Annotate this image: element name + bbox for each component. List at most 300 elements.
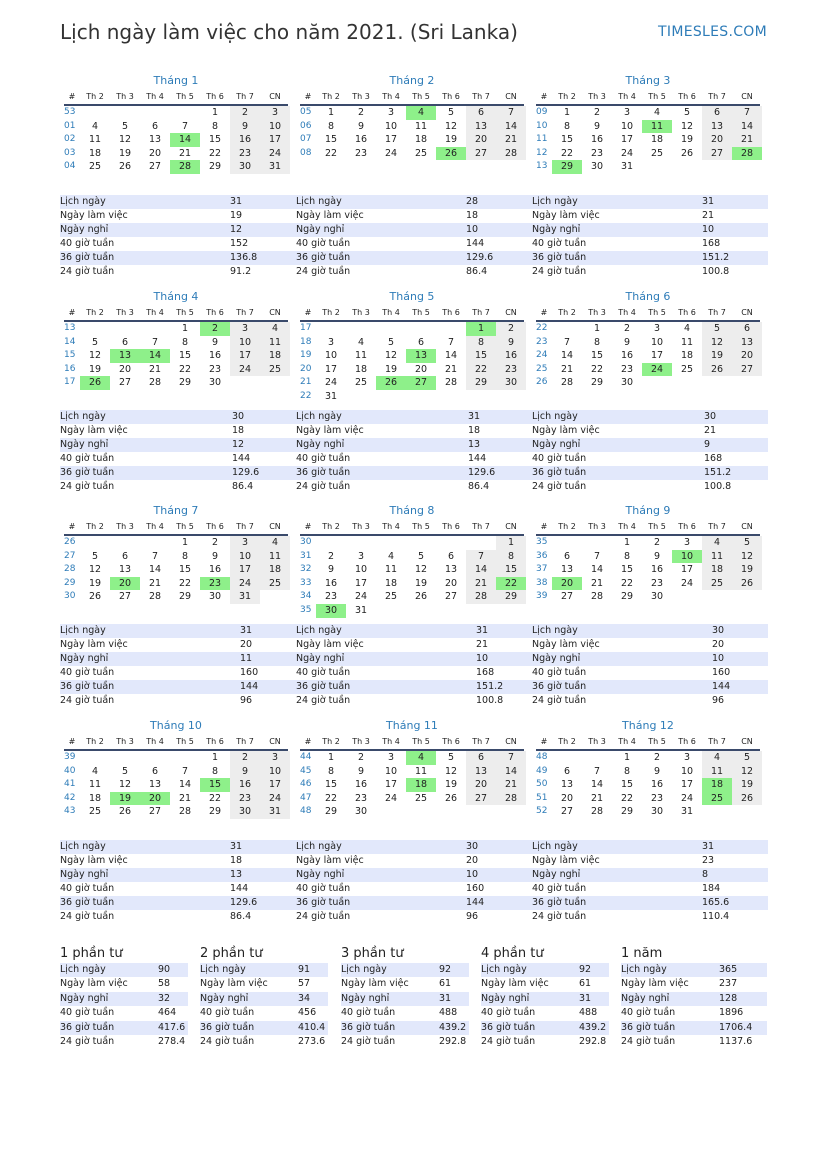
day-cell[interactable]: 19 bbox=[680, 134, 694, 146]
day-cell[interactable]: 3 bbox=[683, 537, 691, 548]
holiday-day[interactable]: 4 bbox=[406, 751, 436, 765]
day-cell[interactable]: 26 bbox=[702, 363, 732, 377]
day-cell[interactable]: 22 bbox=[620, 792, 634, 804]
day-cell[interactable]: 7 bbox=[466, 550, 496, 564]
day-cell[interactable]: 4 bbox=[91, 765, 99, 777]
day-cell[interactable]: 14 bbox=[560, 350, 574, 362]
day-cell[interactable]: 21 bbox=[732, 133, 762, 147]
day-cell[interactable]: 20 bbox=[702, 133, 732, 147]
day-cell[interactable]: 26 bbox=[118, 806, 132, 818]
day-cell[interactable]: 19 bbox=[732, 778, 762, 792]
day-cell[interactable]: 11 bbox=[702, 550, 732, 564]
day-cell[interactable]: 31 bbox=[260, 160, 290, 174]
day-cell[interactable]: 21 bbox=[178, 792, 192, 804]
day-cell[interactable]: 12 bbox=[702, 336, 732, 350]
day-cell[interactable]: 16 bbox=[650, 564, 664, 576]
day-cell[interactable]: 18 bbox=[88, 147, 102, 159]
day-cell[interactable]: 2 bbox=[653, 537, 661, 548]
holiday-day[interactable]: 30 bbox=[316, 604, 346, 618]
day-cell[interactable]: 9 bbox=[211, 336, 219, 348]
day-cell[interactable]: 18 bbox=[384, 577, 398, 589]
day-cell[interactable]: 18 bbox=[680, 350, 694, 362]
day-cell[interactable]: 11 bbox=[680, 336, 694, 348]
day-cell[interactable]: 7 bbox=[732, 106, 762, 120]
day-cell[interactable]: 1 bbox=[211, 107, 219, 118]
day-cell[interactable]: 13 bbox=[466, 765, 496, 779]
day-cell[interactable]: 10 bbox=[354, 564, 368, 576]
day-cell[interactable]: 6 bbox=[151, 120, 159, 132]
day-cell[interactable]: 3 bbox=[260, 106, 290, 120]
day-cell[interactable]: 11 bbox=[260, 550, 290, 564]
day-cell[interactable]: 2 bbox=[623, 323, 631, 334]
day-cell[interactable]: 13 bbox=[118, 564, 132, 576]
day-cell[interactable]: 19 bbox=[732, 563, 762, 577]
day-cell[interactable]: 13 bbox=[148, 134, 162, 146]
day-cell[interactable]: 5 bbox=[732, 536, 762, 550]
day-cell[interactable]: 16 bbox=[230, 778, 260, 792]
day-cell[interactable]: 3 bbox=[230, 322, 260, 336]
day-cell[interactable]: 8 bbox=[623, 765, 631, 777]
day-cell[interactable]: 6 bbox=[563, 550, 571, 562]
day-cell[interactable]: 14 bbox=[496, 120, 526, 134]
day-cell[interactable]: 26 bbox=[88, 591, 102, 603]
day-cell[interactable]: 30 bbox=[650, 591, 664, 603]
day-cell[interactable]: 3 bbox=[683, 752, 691, 763]
day-cell[interactable]: 28 bbox=[466, 590, 496, 604]
day-cell[interactable]: 14 bbox=[496, 765, 526, 779]
day-cell[interactable]: 6 bbox=[447, 550, 455, 562]
day-cell[interactable]: 16 bbox=[324, 577, 338, 589]
day-cell[interactable]: 24 bbox=[260, 147, 290, 161]
day-cell[interactable]: 20 bbox=[466, 133, 496, 147]
day-cell[interactable]: 17 bbox=[650, 350, 664, 362]
holiday-day[interactable]: 20 bbox=[110, 577, 140, 591]
day-cell[interactable]: 22 bbox=[178, 363, 192, 375]
day-cell[interactable]: 19 bbox=[384, 363, 398, 375]
holiday-day[interactable]: 14 bbox=[140, 349, 170, 363]
day-cell[interactable]: 3 bbox=[387, 752, 395, 763]
day-cell[interactable]: 20 bbox=[118, 363, 132, 375]
day-cell[interactable]: 2 bbox=[211, 537, 219, 548]
day-cell[interactable]: 3 bbox=[387, 107, 395, 118]
day-cell[interactable]: 25 bbox=[260, 363, 290, 377]
day-cell[interactable]: 27 bbox=[118, 377, 132, 389]
day-cell[interactable]: 9 bbox=[623, 336, 631, 348]
day-cell[interactable]: 12 bbox=[680, 120, 694, 132]
holiday-day[interactable]: 4 bbox=[406, 106, 436, 120]
day-cell[interactable]: 12 bbox=[118, 779, 132, 791]
day-cell[interactable]: 21 bbox=[466, 577, 496, 591]
day-cell[interactable]: 20 bbox=[560, 792, 574, 804]
day-cell[interactable]: 10 bbox=[620, 120, 634, 132]
day-cell[interactable]: 2 bbox=[357, 107, 365, 118]
day-cell[interactable]: 28 bbox=[148, 591, 162, 603]
day-cell[interactable]: 23 bbox=[650, 577, 664, 589]
day-cell[interactable]: 21 bbox=[148, 577, 162, 589]
day-cell[interactable]: 15 bbox=[324, 779, 338, 791]
day-cell[interactable]: 28 bbox=[496, 792, 526, 806]
day-cell[interactable]: 5 bbox=[447, 752, 455, 763]
day-cell[interactable]: 16 bbox=[496, 349, 526, 363]
day-cell[interactable]: 13 bbox=[560, 564, 574, 576]
day-cell[interactable]: 7 bbox=[151, 336, 159, 348]
day-cell[interactable]: 30 bbox=[620, 377, 634, 389]
day-cell[interactable]: 11 bbox=[414, 120, 428, 132]
day-cell[interactable]: 17 bbox=[680, 564, 694, 576]
day-cell[interactable]: 27 bbox=[466, 147, 496, 161]
day-cell[interactable]: 8 bbox=[211, 120, 219, 132]
day-cell[interactable]: 1 bbox=[327, 752, 335, 763]
day-cell[interactable]: 16 bbox=[354, 134, 368, 146]
day-cell[interactable]: 30 bbox=[230, 160, 260, 174]
day-cell[interactable]: 15 bbox=[590, 350, 604, 362]
day-cell[interactable]: 13 bbox=[466, 120, 496, 134]
day-cell[interactable]: 11 bbox=[88, 134, 102, 146]
day-cell[interactable]: 25 bbox=[650, 147, 664, 159]
day-cell[interactable]: 27 bbox=[148, 806, 162, 818]
day-cell[interactable]: 10 bbox=[230, 336, 260, 350]
day-cell[interactable]: 25 bbox=[260, 577, 290, 591]
day-cell[interactable]: 23 bbox=[650, 792, 664, 804]
day-cell[interactable]: 2 bbox=[230, 751, 260, 765]
day-cell[interactable]: 18 bbox=[88, 792, 102, 804]
day-cell[interactable]: 30 bbox=[590, 161, 604, 173]
day-cell[interactable]: 28 bbox=[148, 377, 162, 389]
day-cell[interactable]: 21 bbox=[560, 363, 574, 375]
day-cell[interactable]: 3 bbox=[260, 751, 290, 765]
day-cell[interactable]: 16 bbox=[208, 564, 222, 576]
day-cell[interactable]: 27 bbox=[702, 147, 732, 161]
day-cell[interactable]: 12 bbox=[444, 765, 458, 777]
day-cell[interactable]: 6 bbox=[417, 336, 425, 348]
day-cell[interactable]: 10 bbox=[384, 120, 398, 132]
day-cell[interactable]: 20 bbox=[444, 577, 458, 589]
day-cell[interactable]: 27 bbox=[148, 161, 162, 173]
day-cell[interactable]: 1 bbox=[181, 323, 189, 334]
day-cell[interactable]: 15 bbox=[496, 563, 526, 577]
day-cell[interactable]: 25 bbox=[384, 591, 398, 603]
day-cell[interactable]: 9 bbox=[211, 550, 219, 562]
day-cell[interactable]: 8 bbox=[593, 336, 601, 348]
day-cell[interactable]: 28 bbox=[560, 377, 574, 389]
day-cell[interactable]: 5 bbox=[121, 765, 129, 777]
day-cell[interactable]: 9 bbox=[357, 120, 365, 132]
day-cell[interactable]: 6 bbox=[466, 106, 496, 120]
day-cell[interactable]: 22 bbox=[208, 147, 222, 159]
day-cell[interactable]: 2 bbox=[653, 752, 661, 763]
day-cell[interactable]: 22 bbox=[208, 792, 222, 804]
day-cell[interactable]: 8 bbox=[211, 765, 219, 777]
day-cell[interactable]: 8 bbox=[327, 765, 335, 777]
holiday-day[interactable]: 13 bbox=[110, 349, 140, 363]
holiday-day[interactable]: 1 bbox=[466, 322, 496, 336]
day-cell[interactable]: 4 bbox=[357, 336, 365, 348]
day-cell[interactable]: 16 bbox=[230, 133, 260, 147]
day-cell[interactable]: 1 bbox=[327, 107, 335, 118]
day-cell[interactable]: 17 bbox=[230, 349, 260, 363]
day-cell[interactable]: 16 bbox=[620, 350, 634, 362]
day-cell[interactable]: 17 bbox=[230, 563, 260, 577]
day-cell[interactable]: 9 bbox=[653, 550, 661, 562]
day-cell[interactable]: 18 bbox=[414, 134, 428, 146]
day-cell[interactable]: 1 bbox=[563, 107, 571, 118]
day-cell[interactable]: 31 bbox=[620, 161, 634, 173]
day-cell[interactable]: 18 bbox=[260, 563, 290, 577]
day-cell[interactable]: 1 bbox=[593, 323, 601, 334]
day-cell[interactable]: 15 bbox=[620, 564, 634, 576]
day-cell[interactable]: 30 bbox=[230, 805, 260, 819]
day-cell[interactable]: 1 bbox=[623, 752, 631, 763]
holiday-day[interactable]: 26 bbox=[80, 376, 110, 390]
day-cell[interactable]: 7 bbox=[181, 765, 189, 777]
day-cell[interactable]: 1 bbox=[623, 537, 631, 548]
day-cell[interactable]: 13 bbox=[702, 120, 732, 134]
day-cell[interactable]: 10 bbox=[384, 765, 398, 777]
day-cell[interactable]: 6 bbox=[466, 751, 496, 765]
day-cell[interactable]: 7 bbox=[447, 336, 455, 348]
day-cell[interactable]: 27 bbox=[560, 591, 574, 603]
day-cell[interactable]: 9 bbox=[593, 120, 601, 132]
holiday-day[interactable]: 11 bbox=[642, 120, 672, 134]
day-cell[interactable]: 31 bbox=[680, 806, 694, 818]
day-cell[interactable]: 4 bbox=[260, 322, 290, 336]
day-cell[interactable]: 21 bbox=[444, 363, 458, 375]
day-cell[interactable]: 4 bbox=[683, 323, 691, 334]
day-cell[interactable]: 2 bbox=[496, 322, 526, 336]
day-cell[interactable]: 10 bbox=[260, 120, 290, 134]
day-cell[interactable]: 17 bbox=[260, 133, 290, 147]
holiday-day[interactable]: 2 bbox=[200, 322, 230, 336]
day-cell[interactable]: 18 bbox=[260, 349, 290, 363]
day-cell[interactable]: 16 bbox=[208, 350, 222, 362]
holiday-day[interactable]: 13 bbox=[406, 349, 436, 363]
day-cell[interactable]: 19 bbox=[414, 577, 428, 589]
day-cell[interactable]: 25 bbox=[88, 806, 102, 818]
day-cell[interactable]: 17 bbox=[680, 779, 694, 791]
day-cell[interactable]: 24 bbox=[680, 577, 694, 589]
day-cell[interactable]: 10 bbox=[230, 550, 260, 564]
day-cell[interactable]: 4 bbox=[702, 536, 732, 550]
day-cell[interactable]: 3 bbox=[357, 550, 365, 562]
day-cell[interactable]: 13 bbox=[148, 779, 162, 791]
day-cell[interactable]: 11 bbox=[354, 350, 368, 362]
day-cell[interactable]: 11 bbox=[414, 765, 428, 777]
holiday-day[interactable]: 24 bbox=[642, 363, 672, 377]
day-cell[interactable]: 24 bbox=[354, 591, 368, 603]
day-cell[interactable]: 1 bbox=[211, 752, 219, 763]
day-cell[interactable]: 31 bbox=[260, 805, 290, 819]
day-cell[interactable]: 29 bbox=[208, 161, 222, 173]
day-cell[interactable]: 24 bbox=[384, 147, 398, 159]
day-cell[interactable]: 15 bbox=[620, 779, 634, 791]
day-cell[interactable]: 4 bbox=[653, 107, 661, 118]
day-cell[interactable]: 6 bbox=[121, 336, 129, 348]
day-cell[interactable]: 21 bbox=[590, 577, 604, 589]
day-cell[interactable]: 9 bbox=[653, 765, 661, 777]
day-cell[interactable]: 8 bbox=[466, 336, 496, 350]
day-cell[interactable]: 19 bbox=[444, 779, 458, 791]
day-cell[interactable]: 25 bbox=[354, 377, 368, 389]
day-cell[interactable]: 31 bbox=[354, 604, 368, 616]
day-cell[interactable]: 17 bbox=[384, 779, 398, 791]
day-cell[interactable]: 12 bbox=[88, 564, 102, 576]
day-cell[interactable]: 28 bbox=[590, 591, 604, 603]
day-cell[interactable]: 25 bbox=[680, 363, 694, 375]
day-cell[interactable]: 4 bbox=[387, 550, 395, 562]
day-cell[interactable]: 20 bbox=[466, 778, 496, 792]
day-cell[interactable]: 26 bbox=[732, 577, 762, 591]
day-cell[interactable]: 11 bbox=[384, 564, 398, 576]
day-cell[interactable]: 21 bbox=[148, 363, 162, 375]
holiday-day[interactable]: 22 bbox=[496, 577, 526, 591]
day-cell[interactable]: 14 bbox=[178, 779, 192, 791]
day-cell[interactable]: 29 bbox=[208, 806, 222, 818]
day-cell[interactable]: 8 bbox=[623, 550, 631, 562]
day-cell[interactable]: 8 bbox=[327, 120, 335, 132]
day-cell[interactable]: 2 bbox=[230, 106, 260, 120]
day-cell[interactable]: 7 bbox=[563, 336, 571, 348]
day-cell[interactable]: 29 bbox=[324, 806, 338, 818]
day-cell[interactable]: 13 bbox=[444, 564, 458, 576]
day-cell[interactable]: 25 bbox=[88, 161, 102, 173]
day-cell[interactable]: 17 bbox=[620, 134, 634, 146]
day-cell[interactable]: 1 bbox=[496, 536, 526, 550]
day-cell[interactable]: 29 bbox=[590, 377, 604, 389]
day-cell[interactable]: 16 bbox=[590, 134, 604, 146]
day-cell[interactable]: 4 bbox=[260, 536, 290, 550]
day-cell[interactable]: 21 bbox=[496, 778, 526, 792]
day-cell[interactable]: 12 bbox=[732, 765, 762, 779]
holiday-day[interactable]: 18 bbox=[702, 778, 732, 792]
holiday-day[interactable]: 20 bbox=[140, 792, 170, 806]
day-cell[interactable]: 9 bbox=[327, 564, 335, 576]
day-cell[interactable]: 14 bbox=[590, 779, 604, 791]
day-cell[interactable]: 6 bbox=[151, 765, 159, 777]
day-cell[interactable]: 27 bbox=[466, 792, 496, 806]
day-cell[interactable]: 12 bbox=[444, 120, 458, 132]
holiday-day[interactable]: 27 bbox=[406, 376, 436, 390]
day-cell[interactable]: 5 bbox=[417, 550, 425, 562]
day-cell[interactable]: 7 bbox=[593, 765, 601, 777]
day-cell[interactable]: 30 bbox=[496, 376, 526, 390]
day-cell[interactable]: 5 bbox=[91, 336, 99, 348]
day-cell[interactable]: 4 bbox=[91, 120, 99, 132]
day-cell[interactable]: 24 bbox=[230, 577, 260, 591]
day-cell[interactable]: 9 bbox=[496, 336, 526, 350]
day-cell[interactable]: 29 bbox=[620, 591, 634, 603]
day-cell[interactable]: 30 bbox=[650, 806, 664, 818]
day-cell[interactable]: 21 bbox=[178, 147, 192, 159]
day-cell[interactable]: 3 bbox=[327, 336, 335, 348]
day-cell[interactable]: 20 bbox=[148, 147, 162, 159]
day-cell[interactable]: 17 bbox=[324, 363, 338, 375]
day-cell[interactable]: 22 bbox=[620, 577, 634, 589]
day-cell[interactable]: 23 bbox=[496, 363, 526, 377]
day-cell[interactable]: 11 bbox=[702, 765, 732, 779]
day-cell[interactable]: 29 bbox=[466, 376, 496, 390]
day-cell[interactable]: 7 bbox=[496, 751, 526, 765]
day-cell[interactable]: 23 bbox=[354, 147, 368, 159]
day-cell[interactable]: 23 bbox=[620, 363, 634, 375]
day-cell[interactable]: 18 bbox=[650, 134, 664, 146]
day-cell[interactable]: 30 bbox=[354, 806, 368, 818]
day-cell[interactable]: 8 bbox=[563, 120, 571, 132]
day-cell[interactable]: 20 bbox=[414, 363, 428, 375]
day-cell[interactable]: 19 bbox=[88, 577, 102, 589]
holiday-day[interactable]: 20 bbox=[552, 577, 582, 591]
day-cell[interactable]: 12 bbox=[732, 550, 762, 564]
day-cell[interactable]: 15 bbox=[324, 134, 338, 146]
day-cell[interactable]: 24 bbox=[680, 792, 694, 804]
day-cell[interactable]: 29 bbox=[178, 377, 192, 389]
day-cell[interactable]: 14 bbox=[148, 564, 162, 576]
day-cell[interactable]: 5 bbox=[121, 120, 129, 132]
day-cell[interactable]: 5 bbox=[447, 107, 455, 118]
day-cell[interactable]: 19 bbox=[444, 134, 458, 146]
day-cell[interactable]: 7 bbox=[181, 120, 189, 132]
day-cell[interactable]: 10 bbox=[680, 765, 694, 777]
day-cell[interactable]: 6 bbox=[563, 765, 571, 777]
day-cell[interactable]: 5 bbox=[702, 322, 732, 336]
day-cell[interactable]: 22 bbox=[560, 147, 574, 159]
day-cell[interactable]: 26 bbox=[680, 147, 694, 159]
day-cell[interactable]: 2 bbox=[357, 752, 365, 763]
day-cell[interactable]: 5 bbox=[91, 550, 99, 562]
day-cell[interactable]: 30 bbox=[208, 591, 222, 603]
day-cell[interactable]: 30 bbox=[208, 377, 222, 389]
day-cell[interactable]: 23 bbox=[590, 147, 604, 159]
holiday-day[interactable]: 29 bbox=[552, 160, 582, 174]
day-cell[interactable]: 9 bbox=[230, 120, 260, 134]
day-cell[interactable]: 24 bbox=[230, 363, 260, 377]
day-cell[interactable]: 15 bbox=[466, 349, 496, 363]
day-cell[interactable]: 22 bbox=[178, 577, 192, 589]
day-cell[interactable]: 24 bbox=[324, 377, 338, 389]
holiday-day[interactable]: 18 bbox=[406, 778, 436, 792]
day-cell[interactable]: 21 bbox=[590, 792, 604, 804]
day-cell[interactable]: 27 bbox=[560, 806, 574, 818]
day-cell[interactable]: 18 bbox=[354, 363, 368, 375]
day-cell[interactable]: 22 bbox=[590, 363, 604, 375]
day-cell[interactable]: 31 bbox=[324, 390, 338, 402]
day-cell[interactable]: 23 bbox=[230, 792, 260, 806]
day-cell[interactable]: 13 bbox=[560, 779, 574, 791]
day-cell[interactable]: 3 bbox=[653, 323, 661, 334]
day-cell[interactable]: 12 bbox=[88, 350, 102, 362]
day-cell[interactable]: 26 bbox=[414, 591, 428, 603]
day-cell[interactable]: 10 bbox=[650, 336, 664, 348]
day-cell[interactable]: 17 bbox=[384, 134, 398, 146]
day-cell[interactable]: 26 bbox=[444, 792, 458, 804]
day-cell[interactable]: 11 bbox=[88, 779, 102, 791]
day-cell[interactable]: 27 bbox=[732, 363, 762, 377]
day-cell[interactable]: 19 bbox=[702, 349, 732, 363]
day-cell[interactable]: 3 bbox=[623, 107, 631, 118]
day-cell[interactable]: 27 bbox=[444, 591, 458, 603]
day-cell[interactable]: 8 bbox=[181, 550, 189, 562]
day-cell[interactable]: 8 bbox=[181, 336, 189, 348]
holiday-day[interactable]: 14 bbox=[170, 133, 200, 147]
day-cell[interactable]: 6 bbox=[732, 322, 762, 336]
holiday-day[interactable]: 25 bbox=[702, 792, 732, 806]
day-cell[interactable]: 5 bbox=[732, 751, 762, 765]
day-cell[interactable]: 28 bbox=[496, 147, 526, 161]
day-cell[interactable]: 23 bbox=[324, 591, 338, 603]
day-cell[interactable]: 15 bbox=[178, 564, 192, 576]
holiday-day[interactable]: 10 bbox=[672, 550, 702, 564]
day-cell[interactable]: 15 bbox=[208, 134, 222, 146]
day-cell[interactable]: 31 bbox=[230, 590, 260, 604]
